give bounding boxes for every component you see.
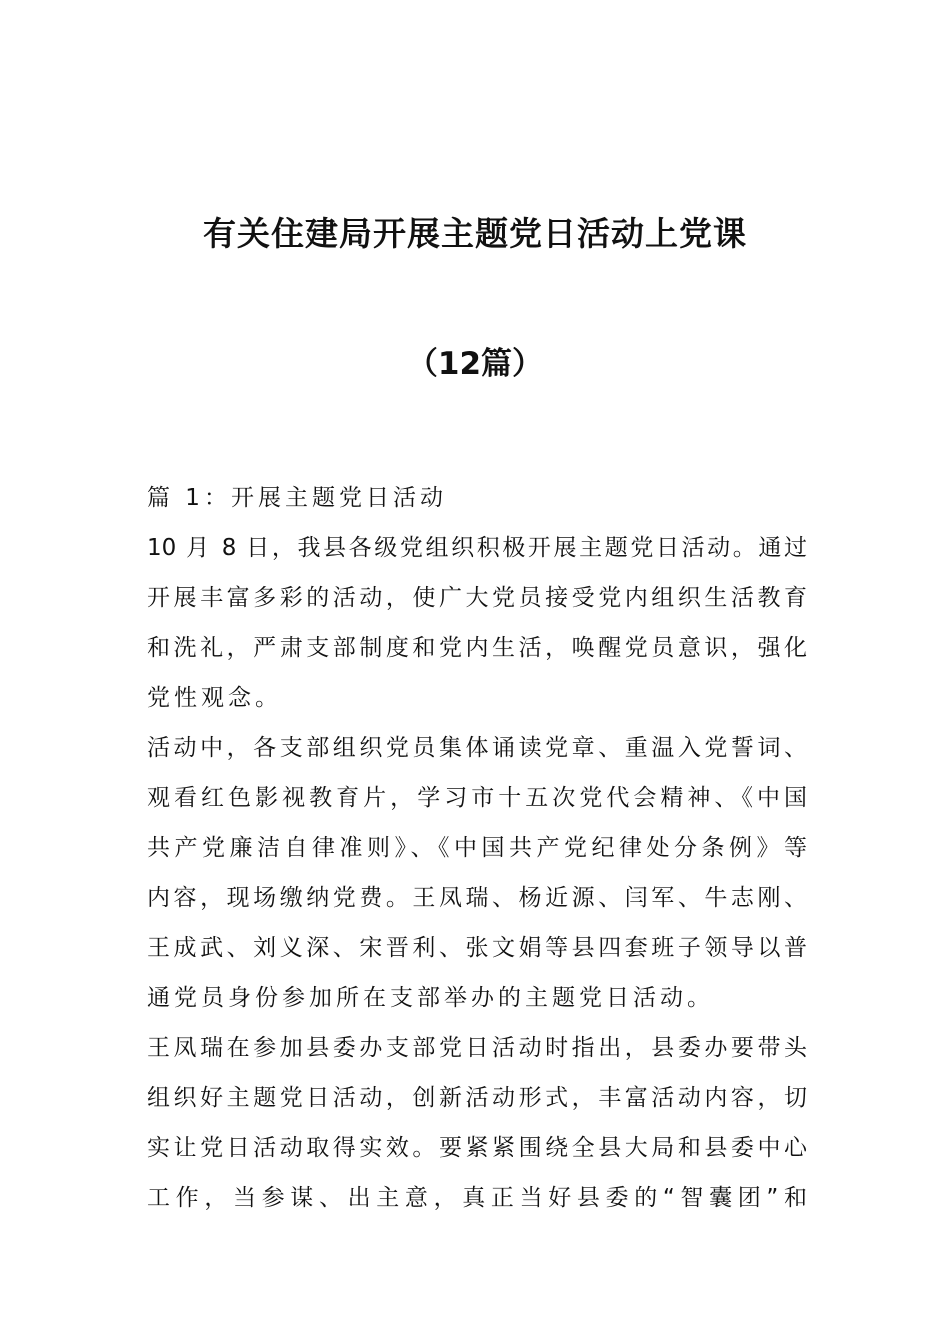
text-line: 内容，现场缴纳党费。王凤瑞、杨近源、闫军、牛志刚、 [147, 885, 807, 911]
text-line: 王成武、刘义深、宋晋利、张文娟等县四套班子领导以普 [147, 935, 807, 961]
text-line: 开展丰富多彩的活动，使广大党员接受党内组织生活教育 [147, 585, 807, 611]
text-line: 共产党廉洁自律准则》、《中国共产党纪律处分条例》等 [147, 835, 807, 861]
document-title: 有关住建局开展主题党日活动上党课 [203, 214, 747, 253]
text-line: 通党员身份参加所在支部举办的主题党日活动。 [147, 985, 714, 1011]
text-line: 实让党日活动取得实效。要紧紧围绕全县大局和县委中心 [147, 1135, 807, 1161]
text-line: 观看红色影视教育片，学习市十五次党代会精神、《中国 [147, 785, 807, 811]
text-line: 10 月 8 日，我县各级党组织积极开展主题党日活动。通过 [147, 535, 807, 561]
text-line: 组织好主题党日活动，创新活动形式，丰富活动内容，切 [147, 1085, 807, 1111]
text-line: 王凤瑞在参加县委办支部党日活动时指出，县委办要带头 [147, 1035, 807, 1061]
document-subtitle: （12篇） [406, 346, 544, 382]
document-body [147, 480, 807, 1230]
text-line: 党性观念。 [147, 685, 282, 711]
text-line: 活动中，各支部组织党员集体诵读党章、重温入党誓词、 [147, 735, 807, 761]
text-line: 工作，当参谋、出主意，真正当好县委的“智囊团”和 [147, 1185, 807, 1211]
text-line: 篇 1：开展主题党日活动 [147, 485, 447, 511]
text-line: 和洗礼，严肃支部制度和党内生活，唤醒党员意识，强化 [147, 635, 807, 661]
